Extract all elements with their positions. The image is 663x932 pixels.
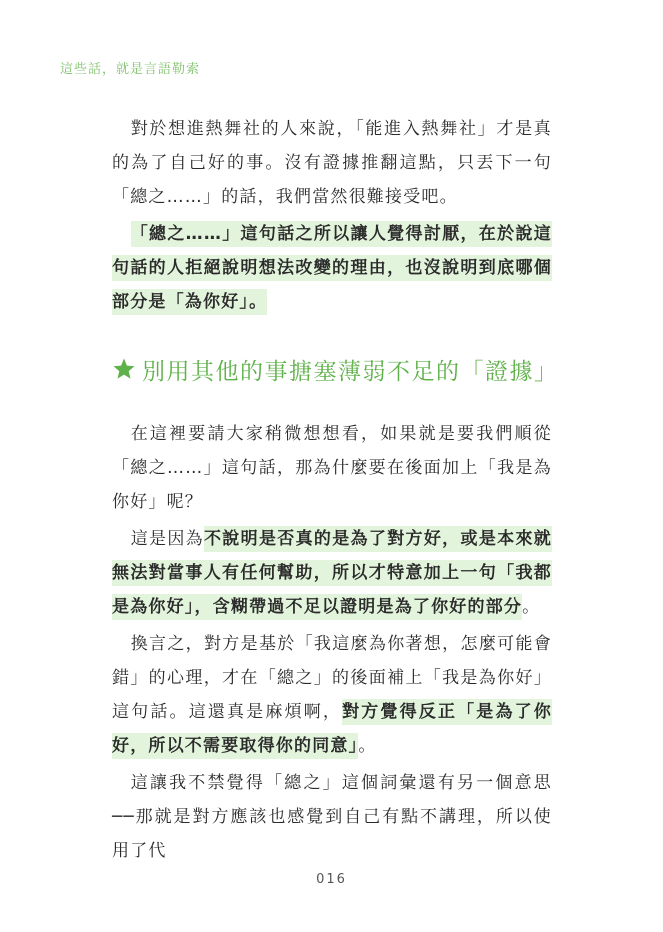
highlighted-text: 不說明是否真的是為了對方好，或是本來就無法對當事人有任何幫助，所以才特意加上一句「我都是為你好」，含糊帶過不足以證明是為了你好的部分: [112, 526, 552, 620]
highlighted-text: 對方覺得反正「是為了你好，所以不需要取得你的同意」: [112, 699, 552, 759]
running-header: 這些話，就是言語勒索: [60, 62, 201, 77]
star-icon: [112, 357, 136, 381]
text-run: 這讓我不禁覺得「總之」這個詞彙還有另一個意思──那就是對方應該也感覺到自己有點不講理，所以使用了代: [112, 773, 552, 861]
paragraph: [112, 112, 552, 214]
highlighted-text: 「總之……」這句話之所以讓人覺得討厭，在於說這句話的人拒絕說明想法改變的理由，也沒說明到底哪個部分是「為你好」。: [112, 221, 552, 315]
paragraph: [112, 766, 552, 868]
paragraph: [112, 417, 552, 519]
paragraph-group-main: [112, 417, 552, 868]
paragraph: [112, 217, 552, 319]
paragraph: [112, 627, 552, 763]
text-run: 換言之，對方是基於「我這麼為你著想，怎麼可能會錯」的心理，才在「總之」的後面補上「我是為你好」這句話。這還真是麻煩啊，: [112, 634, 552, 722]
text-run: 。: [522, 597, 541, 617]
section-title: 別用其他的事搪塞薄弱不足的「證據」: [142, 358, 559, 385]
body-text: [112, 112, 559, 871]
text-run: 。: [358, 736, 377, 756]
paragraph: [112, 522, 552, 624]
text-run: 這是因為: [130, 529, 204, 549]
section-heading: [112, 345, 559, 393]
paragraph-group-intro: [112, 112, 552, 319]
page-number: 016: [316, 872, 347, 887]
text-run: 對於想進熱舞社的人來說，「能進入熱舞社」才是真的為了自己好的事。沒有證據推翻這點，只丟下一句「總之……」的話，我們當然很難接受吧。: [112, 119, 552, 207]
text-run: 在這裡要請大家稍微想想看，如果就是要我們順從「總之……」這句話，那為什麼要在後面加上「我是為你好」呢？: [112, 424, 552, 512]
